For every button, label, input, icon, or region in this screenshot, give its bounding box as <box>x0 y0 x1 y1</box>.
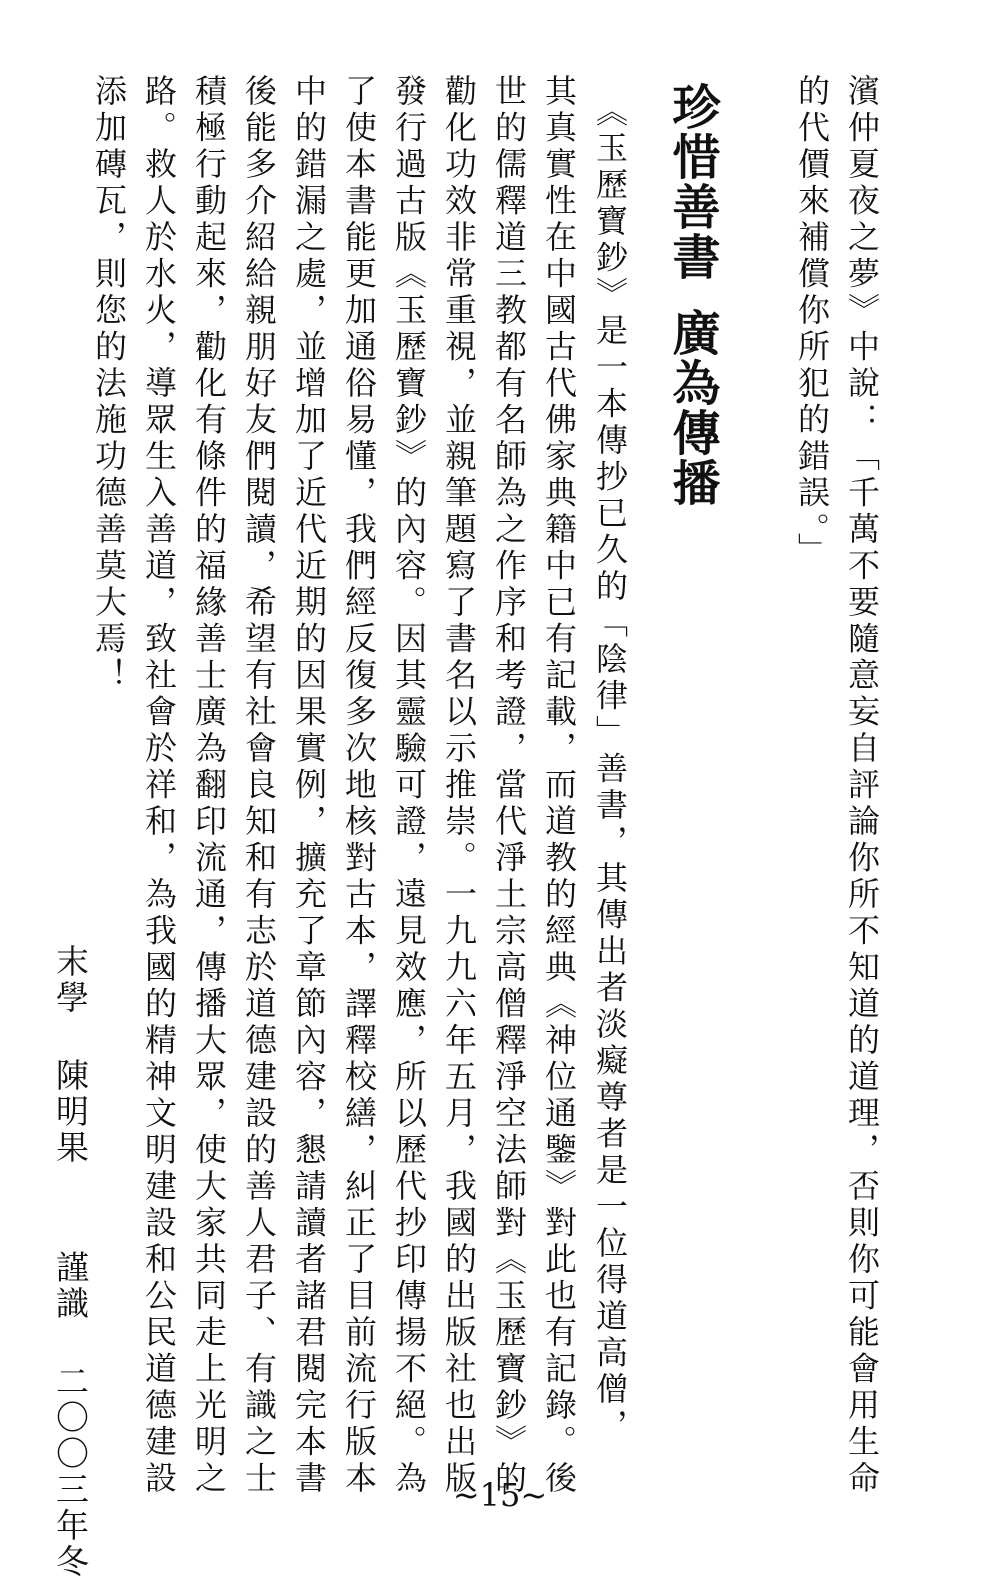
paragraph-line: 後能多介紹給親朋好友們閱讀，希望有社會良知和有志於道德建設的善人君子、有識之士 <box>240 74 278 1498</box>
heading-part: 廣為傳播 <box>664 308 720 508</box>
paragraph-line: 添加磚瓦，則您的法施功德善莫大焉！ <box>90 74 128 695</box>
paragraph-line: 了使本書能更加通俗易懂，我們經反復多次地核對古本，譯釋校繕，糾正了目前流行版本 <box>340 74 378 1498</box>
paragraph-line: 積極行動起來，勸化有條件的福緣善士廣為翻印流通，傳播大眾，使大家共同走上光明之 <box>190 74 228 1498</box>
text-line: 的代價來補償你所犯的錯誤。」 <box>793 74 831 569</box>
text-line: 濱仲夏夜之夢》中說：「千萬不要隨意妄自評論你所不知道的道理，否則你可能會用生命 <box>843 74 881 1498</box>
paragraph-line: 勸化功效非常重視，並親筆題寫了書名以示推崇。一九九六年五月，我國的出版社也出版 <box>440 74 478 1498</box>
heading-part: 珍惜善書 <box>664 82 720 282</box>
paragraph-line: 世的儒釋道三教都有名師為之作序和考證，當代淨土宗高僧釋淨空法師對《玉歷寶鈔》的 <box>490 74 528 1498</box>
paragraph-line: 路。救人於水火，導眾生入善道，致社會於祥和，為我國的精神文明建設和公民道德建設 <box>140 74 178 1498</box>
paragraph-line: 中的錯漏之處，並增加了近代近期的因果實例，擴充了章節內容，懇請讀者諸君閱完本書 <box>290 74 328 1498</box>
section-heading <box>664 82 720 508</box>
paragraph-line: 發行過古版《玉歷寶鈔》的內容。因其靈驗可證，遠見效應，所以歷代抄印傳揚不絕。為 <box>390 74 428 1498</box>
page-number: ~15~ <box>452 1476 548 1514</box>
paragraph-line: 《玉歷寶鈔》是一本傳抄已久的「陰律」善書，其傳出者淡癡尊者是一位得道高僧， <box>591 74 629 1445</box>
signature: 末學 陳明果 謹識 二〇〇三年冬 <box>51 944 90 1580</box>
paragraph-line: 其真實性在中國古代佛家典籍中已有記載，而道教的經典《神位通鑒》對此也有記錄。後 <box>540 74 578 1498</box>
